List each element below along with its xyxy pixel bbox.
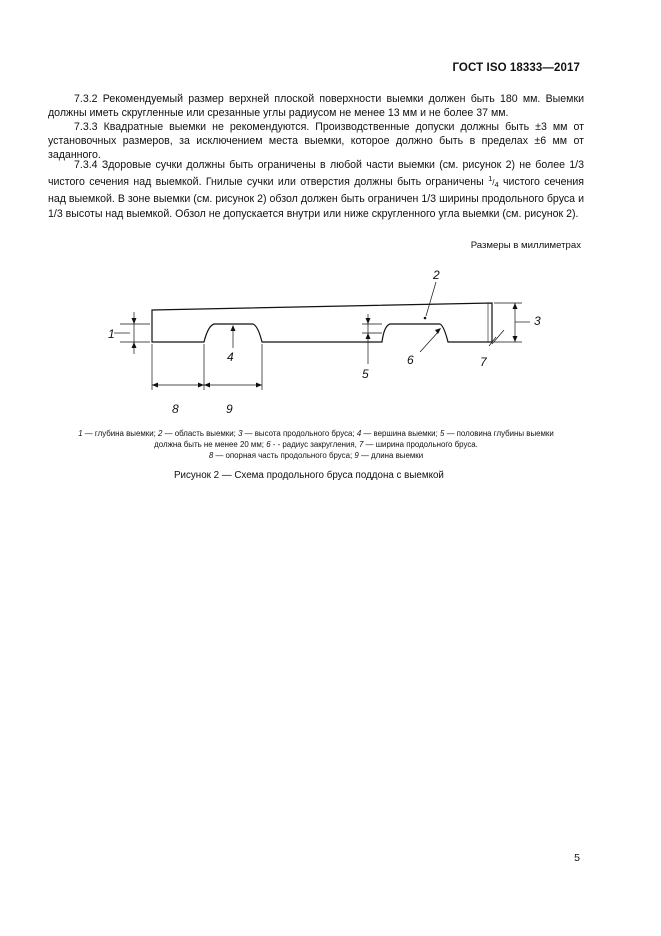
paragraph-7-3-4-text-a: 7.3.4 Здоровые сучки должны быть ограничены в любой части выемки (см. рисунок 2) не более 1/3 чистого сечения над выемкой. Гнилые сучки или отверстия должны быть ограничены [48,159,584,189]
leader-dot-2 [424,317,427,320]
legend-key-1: 1 [78,429,83,438]
figure-label-3: 3 [534,314,541,328]
legend-key-3: 3 [238,429,243,438]
paragraph-7-3-4-text-b: чистого сечения над выемкой. В зоне выемки (см. рисунок 2) обзол должен быть ограничен 1/3 ширины продольного бруса и 1/3 высоты над выемкой. Обзол не допускается внутри или ниже скругленного угла выемки (см. рисунок 2). [48,176,585,220]
figure-label-7: 7 [480,355,487,369]
fraction-one-quarter: $^1/_4$ [488,174,499,190]
legend-key-6: 6 [266,440,271,449]
figure-label-1: 1 [108,327,115,341]
legend-text-5: — половина глубины выемки [446,429,554,438]
figure-label-4: 4 [227,350,234,364]
page-number: 5 [574,852,580,864]
legend-key-7: 7 [359,440,364,449]
dimension-support-and-notch-length [152,344,262,390]
legend-text-3: — высота продольного бруса; [244,429,355,438]
figure-label-5: 5 [362,367,369,381]
legend-text-4: — вершина выемки; [363,429,438,438]
figure-caption: Рисунок 2 — Схема продольного бруса поддона с выемкой [174,470,444,481]
dimension-beam-height [494,303,530,342]
leader-arrow-4 [231,325,236,331]
fraction-denominator: 4 [494,180,499,190]
legend-text-7: — ширина продольного бруса. [365,440,478,449]
figure-label-9: 9 [226,402,233,416]
legend-key-9: 9 [354,451,359,460]
dimensions-note: Размеры в миллиметрах [470,240,581,251]
legend-line-1 [46,428,586,439]
paragraph-7-3-2-text: 7.3.2 Рекомендуемый размер верхней плоской поверхности выемки должен быть 180 мм. Выемки должны иметь скругленные или срезанные углы радиусом не менее 13 мм и не более 37 мм. [48,93,584,120]
document-header: ГОСТ ISO 18333—2017 [452,62,580,74]
legend-key-8: 8 [208,451,214,460]
legend-text-9: — длина выемки [360,451,424,460]
paragraph-7-3-3-text: 7.3.3 Квадратные выемки не рекомендуются. Производственные допуски должны быть ±3 мм от установочных размеров, за исключением места выемки, которое должно быть в пределах ±6 мм от заданного. [48,121,584,162]
leader-line-6 [420,331,439,352]
leader-line-2 [426,282,436,316]
legend-line-3 [46,450,586,461]
legend-key-2: 2 [158,429,163,438]
legend-text-6: - - радиус закругления, [272,440,357,449]
figure-label-6: 6 [407,353,414,367]
legend-text-1: — глубина выемки; [84,429,156,438]
figure-legend [46,428,586,461]
legend-key-5: 5 [439,429,445,438]
legend-text-5b: должна быть не менее 20 мм; [154,440,264,449]
legend-line-2 [46,439,586,450]
figure-label-8: 8 [172,402,179,416]
fraction-numerator: 1 [488,174,493,184]
dimension-half-depth [362,314,382,364]
legend-key-4: 4 [356,429,362,438]
leader-arrow-6 [435,328,441,334]
beam-outline [152,303,492,342]
legend-text-8: — опорная часть продольного бруса; [215,451,353,460]
figure-label-2: 2 [433,268,440,282]
legend-text-2: — область выемки; [164,429,236,438]
